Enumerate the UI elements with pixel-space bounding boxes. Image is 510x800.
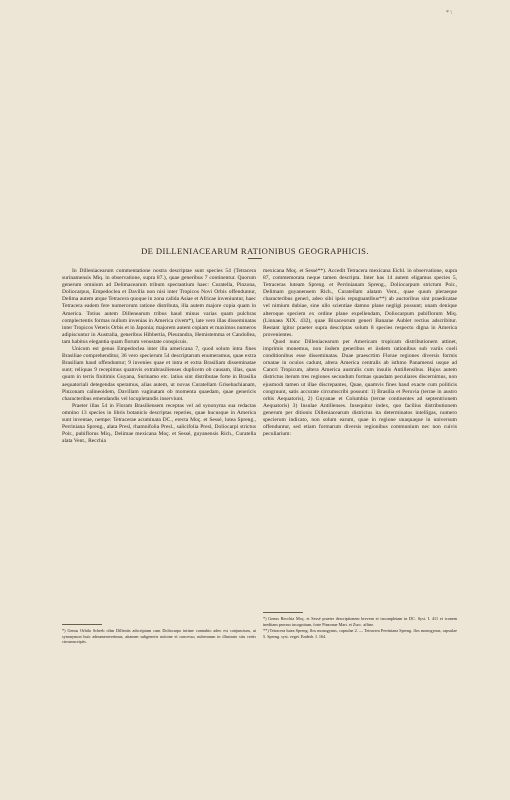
left-column	[62, 268, 256, 445]
page-title: DE DILLENIACEARUM RATIONIBUS GEOGRAPHICIS.	[141, 246, 369, 256]
left-footnote-1: *) Genus Orbila Schreb olim Dilleniis adscriptum cum Doliocarpo intime connubio adeo est conjunctum, ut synonymon huic adnumeraverimus, attamen subgeneris notione ei concesso, nuberarum in illustrato situ certis circumscriptis.	[62, 628, 256, 645]
right-column	[263, 268, 457, 438]
right-footnotes	[263, 616, 457, 640]
left-footnote-separator	[62, 624, 102, 625]
right-paragraph-2: Quod nunc Dilleniacearum per Americam tropicam distributionem attinet, imprimis monemus, non iisdem generibus et iisdem rationibus sub variis coeli conditionibus esse disseminatas. Duae praescrtim Florae regiones diversis formis ornatae in oculos cadunt, altera America centralis ab isthmo Panamensi usque ad Cancri Tropicum, altera America australis cum insulis Antillensibus. Hujus autem districtus iterum tres regiones secundum formas quasdam peculiares discernimus, non ejusmodi tamen ut illae discrepantes, Quae, quamvis fines haud exacte cum politicis congruunt, satis accurate circumscribi possunt: 1) Brasilia et Peruvia (terrae in austro orbis Aequatoris), 2) Guyanae et Columbia (terrae continentes ad septentrionem Aequatoris) 3) Insulae Antillenses. Insequitur index, quo facilius distributionem generum per ditionis Dilleniacearum districtus ita determinatos intelligas, numero specierum indicato, non solum earum, quae in regione unaquaque in universum offenduntur, sed etiam formarum diversis regionibus communium nec non cuivis peculiarium:	[263, 338, 457, 438]
left-footnotes	[62, 628, 256, 646]
right-footnote-2: **) Tetracera lutea Spreng. flos monogynus, capsulae 2. — Tetracera Perriniana Spreng. flos monogynus, capsulae 5. Spreng. syst. veget. Endesh. I. 164.	[263, 628, 457, 639]
corner-mark: * \	[446, 10, 453, 16]
right-footnote-separator	[263, 612, 303, 613]
left-paragraph-1: In Dilleniacearum commentatione nostra descriptae sunt species 54 (Tetracera surinamensis Miq. in observatione, supra 87.), quae generibus 7 continentur. Quorum generum omnium ad Delimacearum tribum spectantium haec: Curatella, Pinzona, Doliocarpus, Empedoclea et Davilla non nisi inter Tropicos Novi Orbis offenduntur, Delima autem atque Tetracera quoque in zona calida Asiae et Africae inveniuntur, haec Tetracera eadem fere numerorum ratione distributa, illa autem majore copia quam in America. Totius autem Dillenearum tribus haud minus varias quam pulchras complectentis formas nullum invenias in America civem*), late vero illas disseminatas inter Tropicos Veteris Orbis et in Japonia; majorem autem copiam et maximos numeros adipiscuntur in Australia, generibus Hibbertia, Pleurandra, Hemistemma et Candollea, tam habitus elegantia quam florum venustate conspicuis.	[62, 268, 256, 345]
left-paragraph-2: Unicum est genus Empedoclea inter illa americana 7, quod solum intra fines Brasiliae comprehenditur, 36 vero specierum 54 descriptarum enumeramus, quae extra Brasiliam haud offenduntur; 9 invenies quae et intra et extra Brasiliam disseminatae sunt; reliquas 9 recepimus quamvis extrabrasilienses duplicem ob causam, illas, quas quum in terris finitimis Guyana, Surinamo etc. latius sint distributae forte in Brasilia aequatoriali detegendas speramus, alias autem, ut novas Curatellam Grisebachianam, Pinzonam calineoidem, Davillam vaginatam ob momenta quaedam, quae genericis characteribus emendandis vel locupletandis inserviunt.	[62, 346, 256, 402]
right-footnote-1: *) Genus Recchia Moç. et Sessé praeter descriptionem brevem et incompletam in DC. Syst. I. 411 et iconem ineditam prorsus incognitum, forte Pinzonae Mart. et Zucc. affine.	[263, 616, 457, 627]
left-paragraph-3: Praeter illas 54 in Floram Brasiliensem receptas vel ad synonyma sua redactas omnino 13 species in libris botanicis descriptas reperies, quae hucusque in America sunt inventae, nempe: Tetracerae acuminata DC., erecta Moç. et Sessé, lutea Spreng., Perriniana Spreng., alata Presl, rhamnifolia Presl., salicifolia Presl, Doliocarpi strictus Poir., pubiflorus Miq., Delimae mexicana Moç. et Sessé, guyanensis Rich., Curatella alata Vent., Recchia	[62, 402, 256, 445]
right-paragraph-1: mexicana Moç. et Sessé**). Accedit Tetracera mexicana Eichl. in observatione, supra 87, commemorata neque tamen descripta. Inter has 14 autem eligamus species 5, Tetraceras luteam Spreng. et Perrinianam Spreng., Doliocarpum strictum Poir., Delimam guyanensem Rich., Curatellam alatam Vent., quae quum pleraeque characteribus generi, adeo sibi ipsis repugnantibus**) ab auctoribus sint praedicatae vel nimium dubiae, sine ullo scientiae damno plane negligi possunt; unam denique alteroque speciem ex ordine plane expellendam, Doliocarpum pubiflorum Miq. (Linnaea XIX. 432), quae Bixaceorum generi Banarae Aublet rectius adscribitur. Restant igitur praeter supra descriptas solum 8 species respectu digna in America provenientes.	[263, 268, 457, 338]
title-rule	[248, 258, 262, 259]
